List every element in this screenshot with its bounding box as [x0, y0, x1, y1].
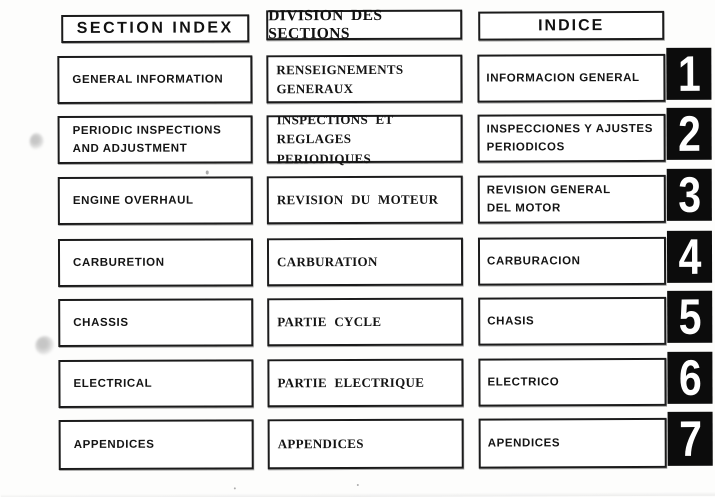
section-number: 4 — [678, 228, 702, 285]
header-section-index — [61, 14, 249, 43]
section-label: CARBURETION — [73, 256, 165, 269]
section-label: APPENDICES — [73, 438, 155, 451]
section-label: PERIODIC INSPECTIONS AND ADJUSTMENT — [72, 124, 222, 155]
section-cell-french — [266, 55, 462, 104]
section-cell-french — [267, 238, 463, 287]
section-cell-french — [267, 176, 463, 225]
section-cell-english — [58, 298, 253, 347]
section-label: PARTIE ELECTRIQUE — [277, 375, 425, 391]
header-label-spanish: INDICE — [538, 16, 605, 34]
scan-edge-shadow — [1, 492, 715, 497]
section-label: CHASSIS — [73, 316, 129, 329]
section-label: INFORMACION GENERAL — [486, 71, 640, 85]
section-cell-spanish — [477, 54, 665, 103]
section-cell-spanish — [478, 114, 666, 163]
section-number: 1 — [677, 45, 701, 102]
section-cell-french — [267, 111, 463, 167]
index-row-5 — [0, 288, 715, 347]
section-cell-french — [268, 419, 464, 470]
section-cell-english — [59, 419, 254, 470]
section-label: GENERAL INFORMATION — [72, 73, 224, 86]
index-row-1 — [0, 45, 714, 104]
section-label: INSPECCIONES Y AJUSTES PERIODICOS — [486, 122, 653, 154]
section-cell-english — [58, 115, 253, 164]
section-cell-english — [58, 176, 253, 225]
section-number-tab — [666, 45, 711, 102]
header-label-french: DIVISION DES SECTIONS — [268, 6, 383, 43]
index-row-6 — [0, 349, 715, 408]
section-cell-english — [58, 238, 253, 287]
section-number-tab — [667, 349, 712, 406]
section-cell-english — [58, 359, 253, 408]
section-number-tab — [667, 228, 712, 285]
section-cell-french — [267, 359, 463, 408]
section-cell-spanish — [479, 418, 667, 469]
index-row-7 — [1, 410, 715, 470]
index-row-4 — [0, 228, 715, 287]
section-number: 3 — [677, 166, 701, 223]
section-label: APPENDICES — [277, 436, 364, 452]
section-cell-spanish — [478, 237, 666, 286]
section-label: PARTIE CYCLE — [277, 314, 382, 330]
scan-smudge — [35, 336, 54, 355]
scan-speck — [234, 487, 236, 489]
section-number: 2 — [677, 105, 701, 162]
section-label: REVISION GENERAL DEL MOTOR — [486, 183, 611, 215]
section-label: CARBURATION — [277, 254, 378, 270]
section-cell-spanish — [478, 358, 666, 407]
section-number: 6 — [678, 349, 702, 406]
section-label: APENDICES — [487, 437, 561, 450]
section-cell-spanish — [478, 297, 666, 346]
section-label: CHASIS — [487, 315, 535, 328]
section-label: RENSEIGNEMENTS GENERAUX — [276, 61, 404, 97]
scan-smudge — [30, 133, 44, 150]
section-label: CARBURACION — [487, 255, 581, 268]
section-label: REVISION DU MOTEUR — [276, 191, 439, 208]
section-cell-french — [267, 298, 463, 347]
section-number-tab — [667, 105, 712, 162]
index-row-3 — [0, 166, 715, 225]
section-cell-spanish — [478, 175, 666, 224]
header-division-des-sections — [266, 6, 462, 43]
section-number-tab — [667, 288, 712, 345]
scan-speck — [357, 484, 359, 486]
section-number: 5 — [678, 288, 702, 345]
index-row-2 — [0, 105, 715, 167]
section-cell-english — [57, 55, 252, 104]
section-label: ENGINE OVERHAUL — [72, 194, 194, 207]
section-number: 7 — [678, 410, 702, 467]
section-label: INSPECTIONS ET REGLAGES PERIODIQUES — [276, 111, 394, 167]
section-label: ELECTRICO — [487, 376, 560, 389]
section-number-tab — [667, 166, 712, 223]
scan-speck — [206, 171, 209, 175]
section-label: ELECTRICAL — [73, 377, 153, 390]
section-number-tab — [668, 412, 713, 466]
header-indice — [478, 11, 664, 41]
header-label-english: SECTION INDEX — [76, 19, 234, 37]
